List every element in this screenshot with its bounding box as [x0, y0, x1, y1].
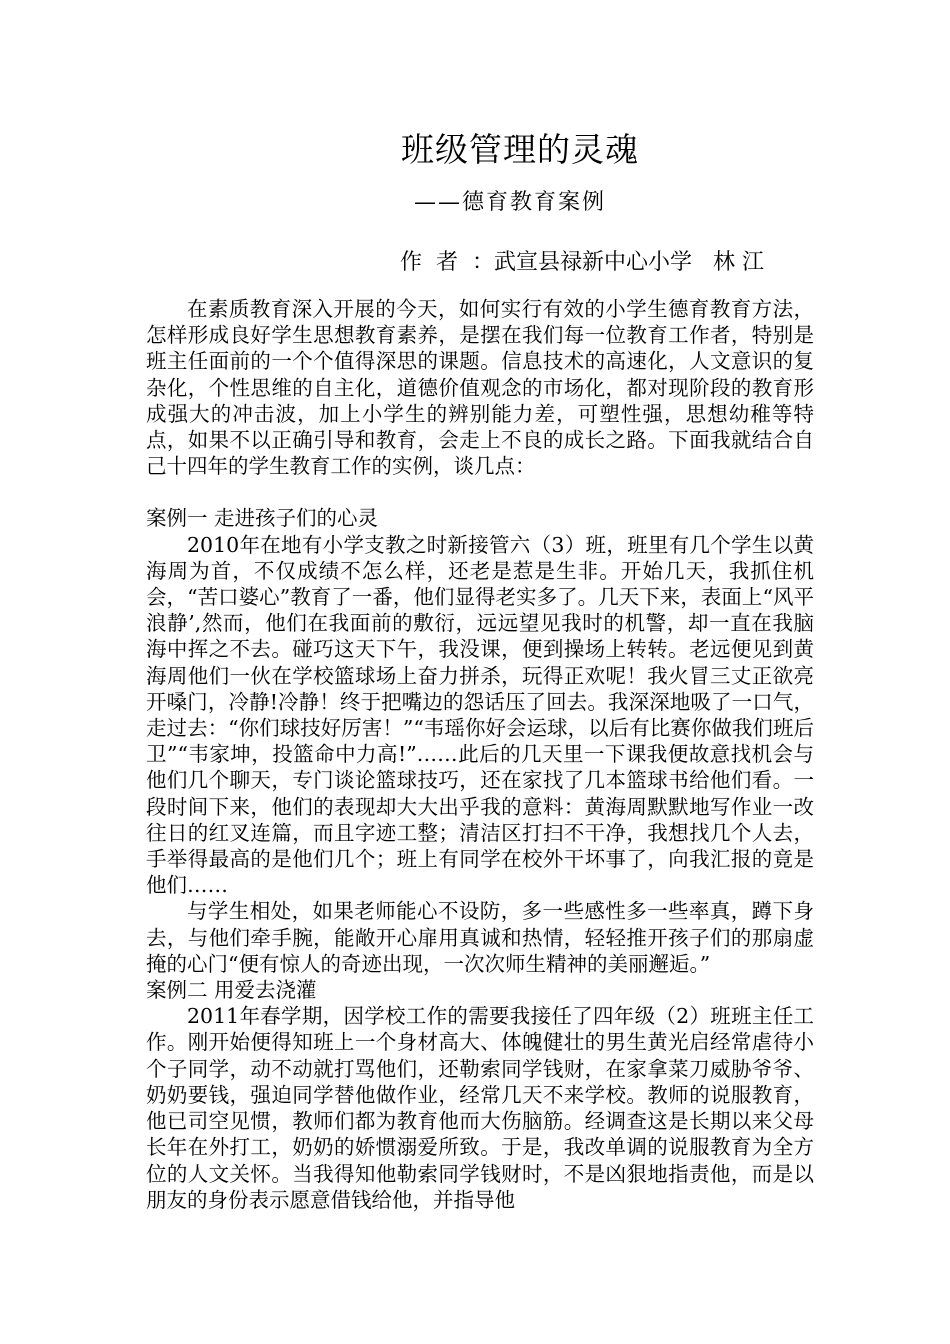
document-title: 班级管理的灵魂: [401, 130, 639, 169]
paragraph-gap: [146, 479, 814, 505]
author-line: 作 者 ：武宣县禄新中心小学 林 江: [400, 250, 764, 275]
document-body: [146, 296, 814, 1213]
case2-heading: 案例二 用爱去浇灌: [146, 978, 317, 1003]
case1-paragraph-1: 2010年在地有小学支教之时新接管六（3）班，班里有几个学生以黄海周为首，不仅成绩不怎么样，还老是惹是生非。开始几天，我抓住机会，“苦口婆心”教育了一番，他们显得老实多了。几天下来，表面上“风平浪静’,然而，他们在我面前的敷衍，远远望见我时的机警，却一直在我脑海中挥之不去。碰巧这天下午，我没课，便到操场上转转。老远便见到黄海周他们一伙在学校篮球场上奋力拼杀，玩得正欢呢！我火冒三丈正欲亮开嗓门，冷静!冷静！终于把嘴边的怨话压了回去。我深深地吸了一口气，走过去：“你们球技好厉害！”“韦瑶你好会运球，以后有比赛你做我们班后卫”“韦家坤，投篮命中力高!”……此后的几天里一下课我便故意找机会与他们几个聊天，专门谈论篮球技巧，还在家找了几本篮球书给他们看。一段时间下来，他们的表现却大大出乎我的意料：黄海周默默地写作业一改往日的红叉连篇，而且字迹工整；清洁区打扫不干净，我想找几个人去，手举得最高的是他们几个；班上有同学在校外干坏事了，向我汇报的竟是他们……: [146, 532, 814, 898]
case1-heading: 案例一 走进孩子们的心灵: [146, 506, 379, 531]
intro-paragraph: 在素质教育深入开展的今天，如何实行有效的小学生德育教育方法，怎样形成良好学生思想教育素养，是摆在我们每一位教育工作者，特别是班主任面前的一个个值得深思的课题。信息技术的高速化，人文意识的复杂化，个性思维的自主化，道德价值观念的市场化，都对现阶段的教育形成强大的冲击波，加上小学生的辨别能力差，可塑性强，思想幼稚等特点，如果不以正确引导和教育，会走上不良的成长之路。下面我就结合自己十四年的学生教育工作的实例，谈几点：: [146, 297, 814, 479]
document-subtitle: ——德育教育案例: [414, 190, 607, 215]
case1-paragraph-2: 与学生相处，如果老师能心不设防，多一些感性多一些率真，蹲下身去，与他们牵手腕，能敞开心扉用真诚和热情，轻轻推开孩子们的那扇虚掩的心门“便有惊人的奇迹出现，一次次师生精神的美丽邂逅。”: [146, 899, 814, 976]
case2-paragraph-1: 2011年春学期，因学校工作的需要我接任了四年级（2）班班主任工作。刚开始便得知班上一个身材高大、体魄健壮的男生黄光启经常虐待小个子同学，动不动就打骂他们，还勒索同学钱财，在家拿菜刀威胁爷爷、奶奶要钱，强迫同学替他做作业，经常几天不来学校。教师的说服教育，他已司空见惯，教师们都为教育他而大伤脑筋。经调查这是长期以来父母长年在外打工，奶奶的娇惯溺爱所致。于是，我改单调的说服教育为全方位的人文关怀。当我得知他勒索同学钱财时，不是凶狠地指责他，而是以朋友的身份表示愿意借钱给他，并指导他: [146, 1004, 814, 1212]
